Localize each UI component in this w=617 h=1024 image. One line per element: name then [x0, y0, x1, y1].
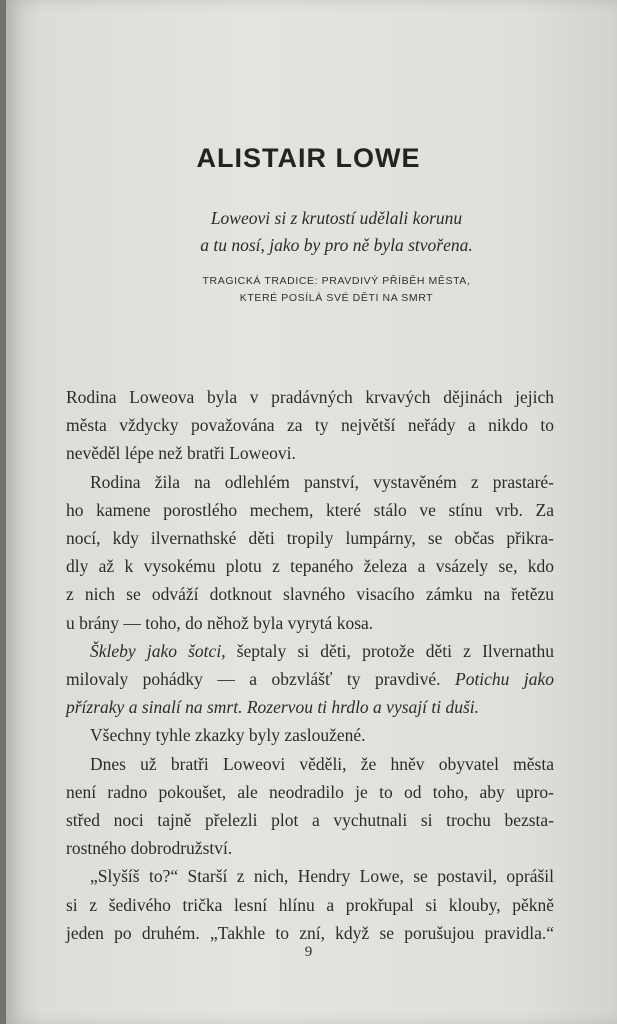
body-line: přízraky a sinalí na smrt. Rozervou ti hrdlo a vysají ti duši.	[66, 697, 480, 718]
body-line: „Slyšíš to?“ Starší z nich, Hendry Lowe, se postavil, oprášil	[90, 866, 554, 887]
body-fragment: , šeptaly si děti, protože děti z Ilvernathu	[221, 640, 554, 661]
italic-phrase: Škleby jako šotci	[90, 640, 222, 661]
body-line: není radno pokoušet, ale neodradilo je to od toho, aby upro-	[66, 781, 554, 802]
body-line	[66, 637, 554, 665]
body-line: nocí, kdy ilvernathské děti tropily lumpárny, se občas přikra-	[66, 528, 554, 549]
body-line: u brány — toho, do něhož byla vyrytá kosa.	[66, 612, 374, 633]
body-line: dly až k vysokému plotu z tepaného železa a vsázely se, kdo	[66, 556, 554, 577]
body-text	[66, 383, 554, 947]
body-line: jeden po druhém. „Takhle to zní, když se porušujou pravidla.“	[66, 922, 554, 943]
epigraph-line-1: Loweovi si z krutostí udělali korunu	[210, 208, 463, 228]
italic-phrase: Potichu jako	[455, 669, 555, 690]
body-line	[66, 665, 554, 693]
epigraph-source-line-2: KTERÉ POSÍLÁ SVÉ DĚTI NA SMRT	[239, 292, 434, 304]
epigraph-line-2: a tu nosí, jako by pro ně byla stvořena.	[200, 235, 473, 255]
epigraph-source	[28, 273, 617, 307]
epigraph	[28, 205, 617, 259]
chapter-title: ALISTAIR LOWE	[196, 143, 421, 173]
body-line: rostného dobrodružství.	[66, 838, 233, 859]
body-line: si z šedivého trička lesní hlínu a prokřupal si klouby, pěkně	[66, 894, 554, 915]
body-line: střed noci tajně přelezli plot a vychutnali si trochu bezsta-	[66, 810, 554, 831]
body-line: Dnes už bratři Loweovi věděli, že hněv obyvatel města	[90, 753, 554, 774]
body-fragment: milovaly pohádky — a obzvlášť ty pravdivé.	[66, 669, 455, 690]
epigraph-source-line-1: TRAGICKÁ TRADICE: PRAVDIVÝ PŘÍBĚH MĚSTA,	[202, 275, 471, 287]
body-line: Rodina Loweova byla v pradávných krvavých dějinách jejich	[66, 387, 554, 407]
body-line: Všechny tyhle zkazky byly zasloužené.	[90, 725, 366, 746]
body-line: z nich se odváží dotknout slavného visacího zámku na řetězu	[66, 584, 554, 605]
body-line: Rodina žila na odlehlém panství, vystavěném z prastaré-	[90, 471, 554, 492]
body-line: nevěděl lépe než bratři Loweovi.	[66, 443, 296, 464]
body-line: ho kamene porostlého mechem, které stálo ve stínu vrb. Za	[66, 499, 554, 520]
page-number: 9	[304, 944, 313, 960]
body-line: města vždycky považována za ty největší neřády a nikdo to	[66, 415, 554, 436]
